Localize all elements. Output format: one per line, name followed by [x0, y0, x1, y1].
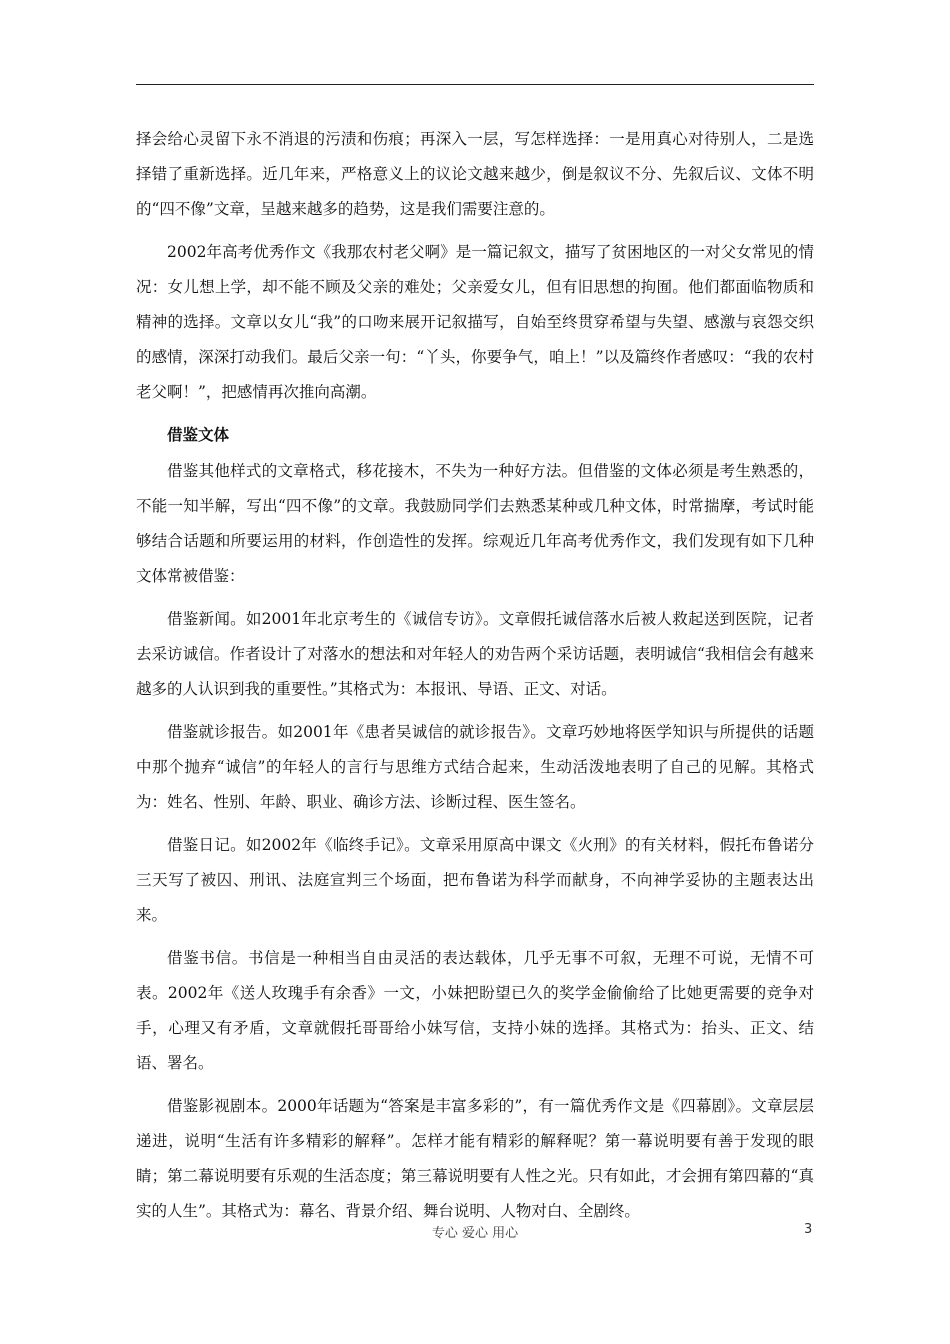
paragraph-news: 借鉴新闻。如2001年北京考生的《诚信专访》。文章假托诚信落水后被人救起送到医院，记者去采访诚信。作者设计了对落水的想法和对年轻人的劝告两个采访话题，表明诚信“我相信会有越来越多的人认识到我的重要性。”其格式为：本报讯、导语、正文、对话。 [136, 610, 814, 698]
paragraph-diary: 借鉴日记。如2002年《临终手记》。文章采用原高中课文《火刑》的有关材料，假托布鲁诺分三天写了被囚、刑讯、法庭宣判三个场面，把布鲁诺为科学而献身，不向神学妥协的主题表达出来。 [136, 836, 814, 924]
footer-motto: 专心 爱心 用心 [431, 1226, 519, 1241]
paragraph-medical-report: 借鉴就诊报告。如2001年《患者吴诚信的就诊报告》。文章巧妙地将医学知识与所提供的话题中那个抛弃“诚信”的年轻人的言行与思维方式结合起来，生动活泼地表明了自己的见解。其格式为：姓名、性别、年龄、职业、确诊方法、诊断过程、医生签名。 [136, 723, 814, 811]
paragraph-essay-example: 2002年高考优秀作文《我那农村老父啊》是一篇记叙文，描写了贫困地区的一对父女常见的情况：女儿想上学，却不能不顾及父亲的难处；父亲爱女儿，但有旧思想的拘囿。他们都面临物质和精神的选择。文章以女儿“我”的口吻来展开记叙描写，自始至终贯穿希望与失望、感激与哀怨交织的感情，深深打动我们。最后父亲一句：“丫头，你要争气，咱上！”以及篇终作者感叹：“我的农村老父啊！”，把感情再次推向高潮。 [136, 243, 814, 401]
page-number: 3 [804, 1222, 813, 1237]
paragraph-letter: 借鉴书信。书信是一种相当自由灵活的表达载体，几乎无事不可叙，无理不可说，无情不可表。2002年《送人玫瑰手有余香》一文，小妹把盼望已久的奖学金偷偷给了比她更需要的竞争对手，心理又有矛盾，文章就假托哥哥给小妹写信，支持小妹的选择。其格式为：抬头、正文、结语、署名。 [136, 949, 814, 1072]
document-body [136, 122, 814, 1237]
section-heading: 借鉴文体 [167, 426, 230, 444]
paragraph-screenplay: 借鉴影视剧本。2000年话题为“答案是丰富多彩的”，有一篇优秀作文是《四幕剧》。文章层层递进，说明“生活有许多精彩的解释”。怎样才能有精彩的解释呢？第一幕说明要有善于发现的眼睛；第二幕说明要有乐观的生活态度；第三幕说明要有人性之光。只有如此，才会拥有第四幕的“真实的人生”。其格式为：幕名、背景介绍、舞台说明、人物对白、全剧终。 [136, 1097, 814, 1220]
header-rule [136, 84, 814, 85]
paragraph-continued: 择会给心灵留下永不消退的污渍和伤痕；再深入一层，写怎样选择：一是用真心对待别人，二是选择错了重新选择。近几年来，严格意义上的议论文越来越少，倒是叙议不分、先叙后议、文体不明的“四不像”文章，呈越来越多的趋势，这是我们需要注意的。 [136, 130, 814, 218]
paragraph-intro-borrowing: 借鉴其他样式的文章格式，移花接木，不失为一种好方法。但借鉴的文体必须是考生熟悉的，不能一知半解，写出“四不像”的文章。我鼓励同学们去熟悉某种或几种文体，时常揣摩，考试时能够结合话题和所要运用的材料，作创造性的发挥。综观近几年高考优秀作文，我们发现有如下几种文体常被借鉴： [136, 462, 814, 585]
